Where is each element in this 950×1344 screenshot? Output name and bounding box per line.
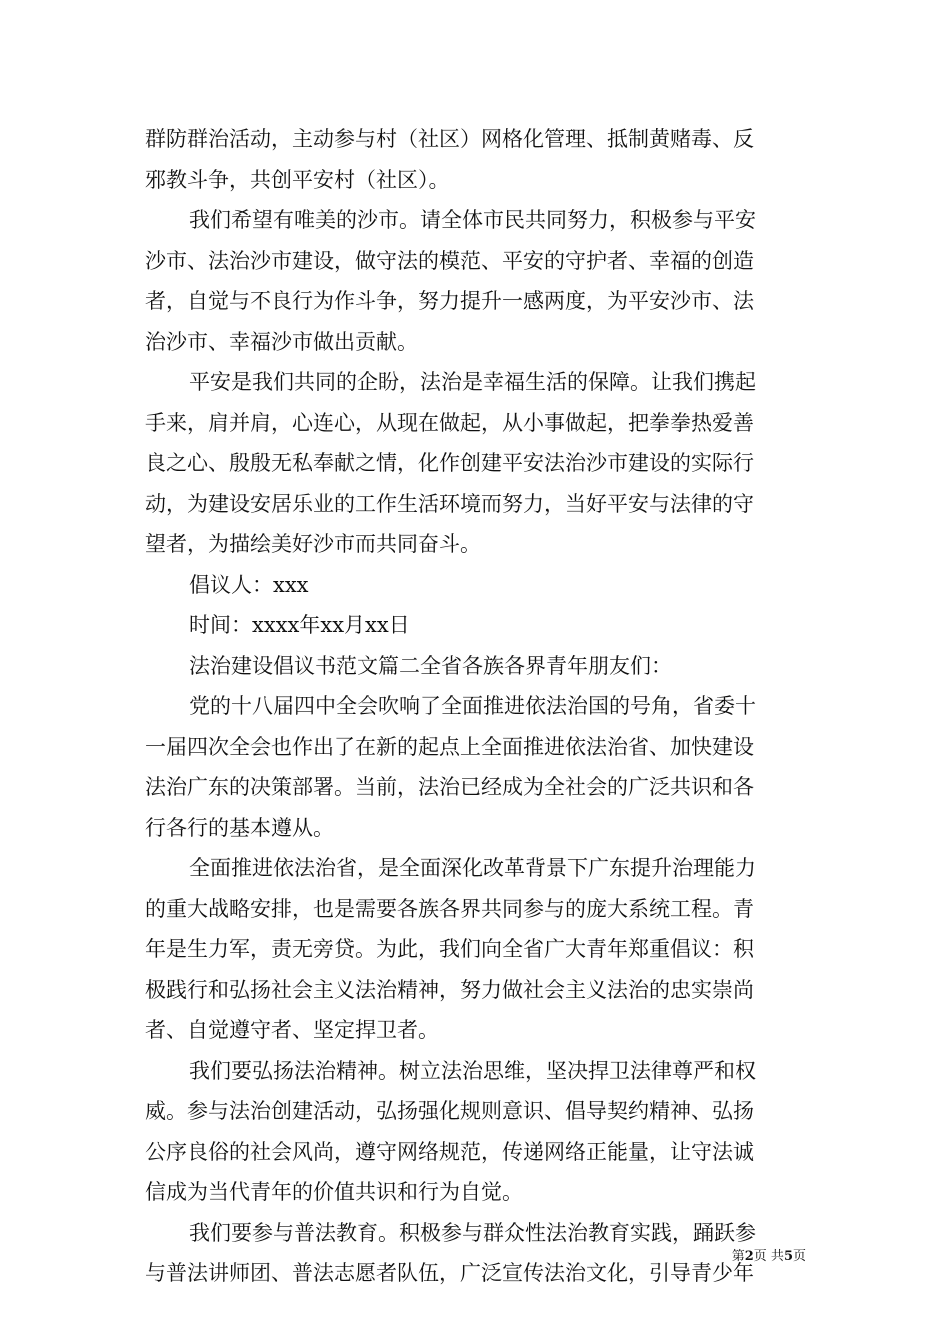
text-line: 的重大战略安排，也是需要各族各界共同参与的庞大系统工程。青 — [145, 896, 754, 921]
current-page-number: 2 — [744, 1249, 754, 1264]
text-line: 党的十八届四中全会吹响了全面推进依法治国的号角，省委十 — [189, 694, 756, 718]
text-line: 我们希望有唯美的沙市。请全体市民共同努力，积极参与平安 — [189, 208, 756, 232]
text-line: 平安是我们共同的企盼，法治是幸福生活的保障。让我们携起 — [189, 370, 756, 394]
total-page-count: 5 — [783, 1249, 793, 1264]
text-line: 我们要弘扬法治精神。树立法治思维，坚决捍卫法律尊严和权 — [189, 1058, 756, 1083]
section-heading: 法治建设倡议书范文篇二全省各族各界青年朋友们： — [189, 653, 672, 678]
text-line: 威。参与法治创建活动，弘扬强化规则意识、倡导契约精神、弘扬 — [145, 1099, 754, 1123]
text-line: 法治广东的决策部署。当前，法治已经成为全社会的广泛共识和各 — [145, 775, 754, 799]
text-line: 手来，肩并肩，心连心，从现在做起，从小事做起，把拳拳热爱善 — [145, 410, 754, 435]
text-line: 信成为当代青年的价值共识和行为自觉。 — [145, 1180, 523, 1204]
document-body — [145, 119, 809, 1294]
text-line: 全面推进依法治省，是全面深化改革背景下广东提升治理能力 — [189, 856, 756, 880]
text-line: 一届四次全会也作出了在新的起点上全面推进依法治省、加快建设 — [145, 734, 754, 759]
text-line: 邪教斗争，共创平安村（社区）。 — [145, 167, 450, 192]
text-line: 者，自觉与不良行为作斗争，努力提升一感两度，为平安沙市、法 — [145, 289, 754, 313]
text-line: 治沙市、幸福沙市做出贡献。 — [145, 329, 418, 354]
text-line: 行各行的基本遵从。 — [145, 815, 334, 840]
text-line: 望者，为描绘美好沙市而共同奋斗。 — [145, 532, 481, 556]
text-line: 良之心、殷殷无私奉献之情，化作创建平安法治沙市建设的实际行 — [145, 451, 754, 475]
text-line: 我们要参与普法教育。积极参与群众性法治教育实践，踊跃参 — [189, 1220, 756, 1245]
text-line: 沙市、法治沙市建设，做守法的模范、平安的守护者、幸福的创造 — [145, 248, 754, 273]
text-line: 年是生力军，责无旁贷。为此，我们向全省广大青年郑重倡议：积 — [145, 937, 754, 961]
footer-suffix: 页 — [792, 1249, 806, 1264]
text-line: 极践行和弘扬社会主义法治精神，努力做社会主义法治的忠实崇尚 — [145, 977, 754, 1002]
text-line: 者、自觉遵守者、坚定捍卫者。 — [145, 1018, 439, 1042]
text-line: 动，为建设安居乐业的工作生活环境而努力，当好平安与法律的守 — [145, 491, 754, 516]
signatory-line: 倡议人：xxx — [189, 572, 309, 597]
footer-middle: 页 共 — [753, 1249, 784, 1264]
text-line: 公序良俗的社会风尚，遵守网络规范，传递网络正能量，让守法诚 — [145, 1139, 754, 1164]
text-line: 群防群治活动，主动参与村（社区）网格化管理、抵制黄赌毒、反 — [145, 127, 754, 151]
footer-prefix: 第 — [731, 1249, 745, 1264]
text-line: 与普法讲师团、普法志愿者队伍，广泛宣传法治文化，引导青少年 — [145, 1261, 754, 1285]
date-line: 时间：xxxx年xx月xx日 — [189, 613, 410, 637]
page-number-footer — [732, 1248, 806, 1266]
